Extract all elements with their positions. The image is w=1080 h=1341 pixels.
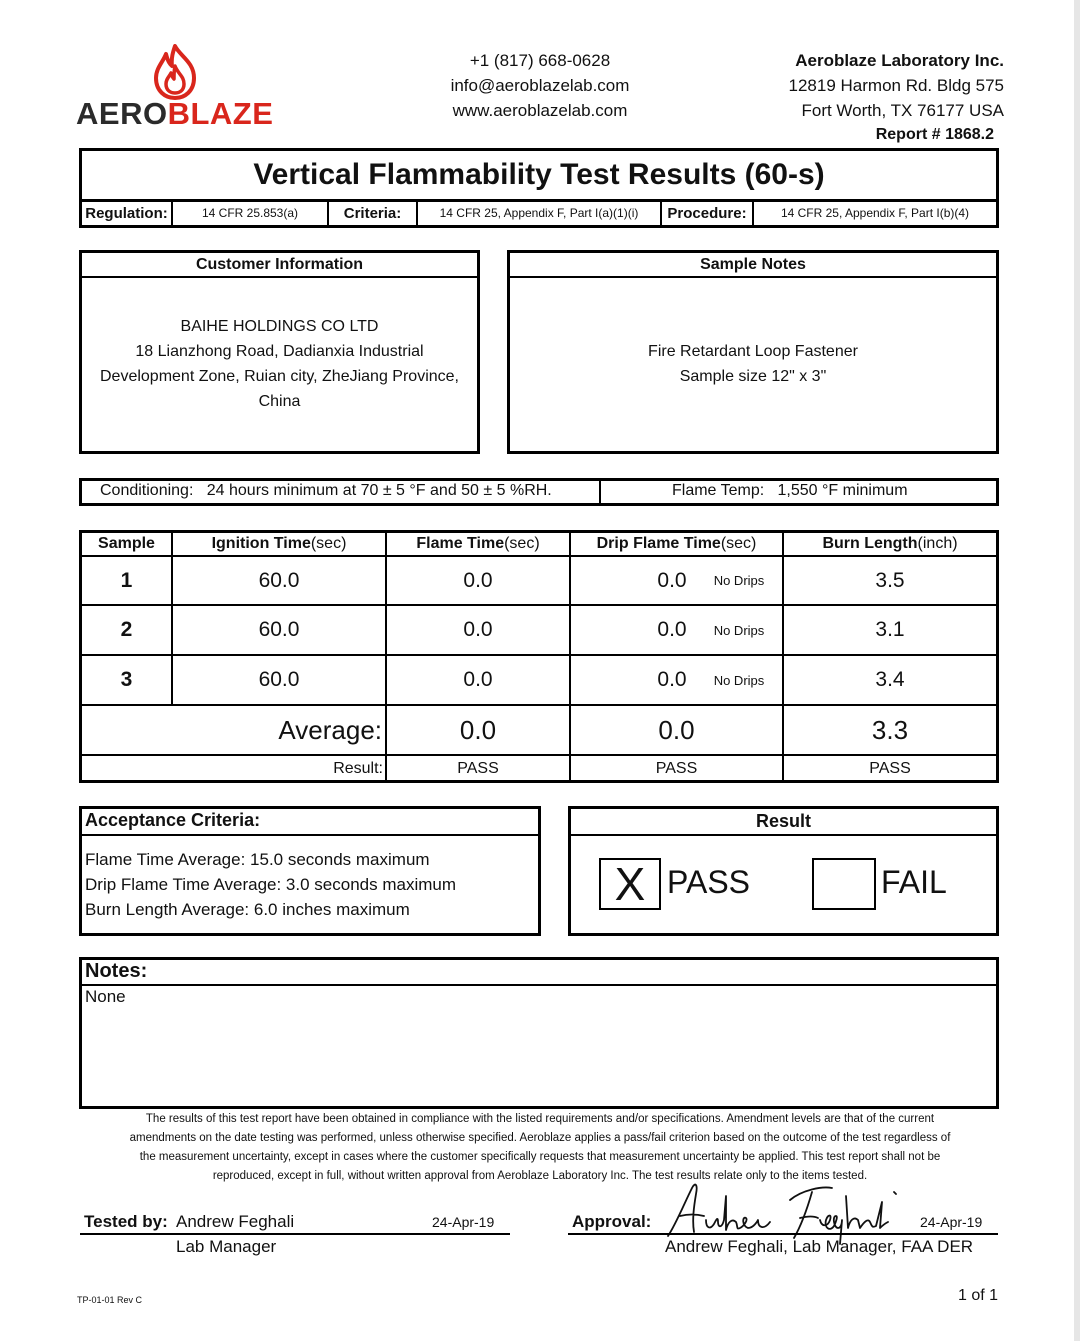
col-header-text: Drip Flame Time <box>596 534 721 552</box>
drip-note: No Drips <box>713 672 765 688</box>
brand-part2: BLAZE <box>167 96 274 131</box>
tested-by-date: 24-Apr-19 <box>432 1214 495 1230</box>
company-address1: 12819 Harmon Rd. Bldg 575 <box>788 76 1004 95</box>
company-info <box>684 48 1004 123</box>
flame-time: 0.0 <box>463 568 493 592</box>
page-title: Vertical Flammability Test Results (60-s) <box>253 158 825 191</box>
col-header-text: Sample <box>98 534 155 552</box>
notes-box <box>79 957 999 1109</box>
acceptance-line: Flame Time Average: 15.0 seconds maximum <box>85 850 430 869</box>
procedure-value: 14 CFR 25, Appendix F, Part I(b)(4) <box>780 206 970 220</box>
approval-name-role: Andrew Feghali, Lab Manager, FAA DER <box>665 1237 974 1256</box>
disclaimer-line: The results of this test report have been obtained in compliance with the listed requirements and/or specifications. Amendment levels are that of the current <box>145 1113 935 1125</box>
phone: +1 (817) 668-0628 <box>469 51 611 70</box>
disclaimer <box>80 1110 1000 1186</box>
customer-header: Customer Information <box>195 256 364 273</box>
customer-line: BAIHE HOLDINGS CO LTD <box>180 318 379 335</box>
col-header-unit: (sec) <box>504 534 540 552</box>
criteria-value: 14 CFR 25, Appendix F, Part I(a)(1)(i) <box>439 206 639 220</box>
regulation-label: Regulation: <box>85 204 168 222</box>
conditioning-value: 24 hours minimum at 70 ± 5 °F and 50 ± 5 %RH. <box>206 482 552 499</box>
form-id: TP-01-01 Rev C <box>77 1295 143 1305</box>
notes-header: Notes: <box>85 960 148 982</box>
drip-note: No Drips <box>713 622 765 638</box>
col-header-unit: (sec) <box>720 534 757 552</box>
col-header-sample <box>82 532 171 555</box>
result-header: Result <box>755 811 811 831</box>
customer-address <box>82 314 477 414</box>
burn-length: 3.5 <box>875 568 905 592</box>
average-flame-time: 0.0 <box>459 714 497 745</box>
pass-checkbox: X <box>599 858 661 910</box>
burn-length: 3.1 <box>875 618 905 641</box>
conditioning <box>100 482 552 500</box>
col-header-text: Burn Length <box>822 534 918 552</box>
contact-info <box>420 48 660 123</box>
acceptance-line: Burn Length Average: 6.0 inches maximum <box>85 900 410 919</box>
divider <box>80 276 479 278</box>
flame-temp-label: Flame Temp: <box>672 482 765 499</box>
website: www.aeroblazelab.com <box>452 101 628 120</box>
col-header-unit: (inch) <box>917 534 958 552</box>
divider <box>599 480 601 504</box>
flame-time: 0.0 <box>463 618 493 641</box>
acceptance-list <box>85 847 456 922</box>
result-row-label: Result: <box>333 759 383 777</box>
col-header-text: Flame Time <box>416 534 505 552</box>
ignition-time: 60.0 <box>258 618 300 641</box>
divider <box>80 834 540 836</box>
page-number: 1 of 1 <box>958 1287 999 1304</box>
disclaimer-line: amendments on the date testing was performed, unless otherwise specified. Aeroblaze applies a pass/fail criterion based on the outcome of the test regardless of <box>129 1132 951 1144</box>
disclaimer-line: reproduced, except in full, without written approval from Aeroblaze Laboratory Inc. The test results relate only to the items tested. <box>212 1170 868 1182</box>
average-label: Average: <box>278 714 382 745</box>
divider <box>569 834 998 836</box>
average-drip-time: 0.0 <box>658 714 695 745</box>
result-burn: PASS <box>869 759 911 777</box>
flame-temp-value: 1,550 °F minimum <box>777 482 908 499</box>
approval-label: Approval: <box>572 1212 652 1231</box>
pass-label: PASS <box>667 864 750 900</box>
result-drip: PASS <box>655 759 698 777</box>
report-number: Report # 1868.2 <box>875 126 994 143</box>
brand-part1: AERO <box>76 96 168 131</box>
sample-number: 2 <box>120 618 133 641</box>
page-edge <box>1074 0 1080 1341</box>
divider <box>508 276 998 278</box>
company-name: Aeroblaze Laboratory Inc. <box>795 51 1004 70</box>
divider <box>80 1233 510 1235</box>
sample-note-line: Fire Retardant Loop Fastener <box>648 343 858 360</box>
tested-by-label: Tested by: <box>84 1212 168 1231</box>
customer-line: 18 Lianzhong Road, Dadianxia Industrial <box>135 343 424 360</box>
sample-note-line: Sample size 12" x 3" <box>679 368 827 385</box>
company-address2: Fort Worth, TX 76177 USA <box>801 101 1004 120</box>
approval-date: 24-Apr-19 <box>920 1214 983 1230</box>
drip-flame-time: 0.0 <box>657 568 687 592</box>
drip-note: No Drips <box>713 573 765 588</box>
ignition-time: 60.0 <box>258 568 300 592</box>
email: info@aeroblazelab.com <box>450 76 630 95</box>
average-burn-length: 3.3 <box>871 714 909 745</box>
drip-flame-time: 0.0 <box>657 618 687 641</box>
drip-flame-time: 0.0 <box>657 668 687 691</box>
col-header-drip <box>571 532 782 555</box>
criteria-label: Criteria: <box>343 204 402 222</box>
sample-number: 3 <box>120 668 133 691</box>
fail-label: FAIL <box>881 864 947 900</box>
flame-time: 0.0 <box>463 668 493 691</box>
result-flame: PASS <box>457 759 499 777</box>
disclaimer-line: the measurement uncertainty, except in cases where the customer specifically requests that measurement uncertainty be applied. This test report shall not be <box>139 1151 941 1163</box>
divider <box>568 1233 998 1235</box>
fail-checkbox <box>812 858 876 910</box>
flame-logo <box>150 44 200 100</box>
brand-wordmark <box>76 96 273 132</box>
tested-by-name: Andrew Feghali <box>176 1212 295 1231</box>
customer-line: China <box>258 393 301 410</box>
divider <box>80 984 998 986</box>
col-header-text: Ignition Time <box>211 534 311 552</box>
regulation-value: 14 CFR 25.853(a) <box>201 206 299 220</box>
acceptance-line: Drip Flame Time Average: 3.0 seconds maximum <box>85 875 456 894</box>
ignition-time: 60.0 <box>258 668 300 691</box>
col-header-burn <box>784 532 996 555</box>
burn-length: 3.4 <box>875 668 905 691</box>
col-header-unit: (sec) <box>310 534 347 552</box>
acceptance-header: Acceptance Criteria: <box>85 810 261 830</box>
flame-temp <box>672 482 908 500</box>
sample-number: 1 <box>120 568 133 592</box>
sample-notes-header: Sample Notes <box>700 256 806 273</box>
customer-line: Development Zone, Ruian city, ZheJiang Province, <box>100 368 459 385</box>
notes-text: None <box>85 987 126 1006</box>
col-header-flame <box>387 532 569 555</box>
col-header-ignition <box>173 532 385 555</box>
procedure-label: Procedure: <box>667 204 747 222</box>
conditioning-label: Conditioning: <box>100 482 194 499</box>
sample-notes-text <box>510 339 996 389</box>
tested-by-role: Lab Manager <box>176 1237 277 1256</box>
